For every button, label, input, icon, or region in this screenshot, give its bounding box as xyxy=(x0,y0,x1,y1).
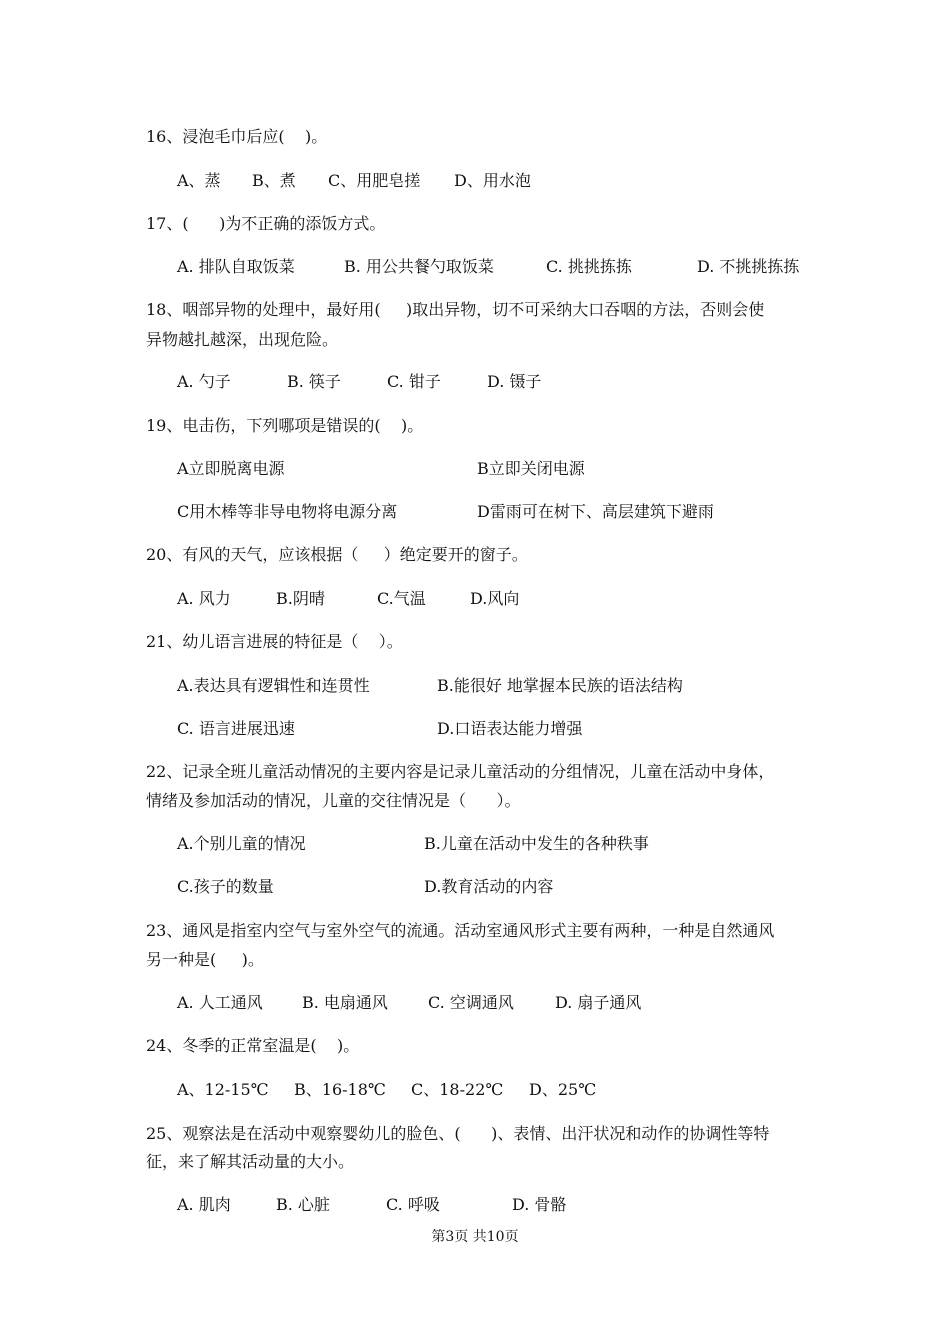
question-23-stem-line-2: 另一种是( )。 xyxy=(146,950,264,969)
question-19-stem: 19、电击伤，下列哪项是错误的( )。 xyxy=(146,416,424,435)
question-19-option-c: C用木棒等非导电物将电源分离 xyxy=(177,502,398,521)
question-18-option-d: D. 镊子 xyxy=(487,372,542,391)
question-23-stem-line-1: 23、通风是指室内空气与室外空气的流通。活动室通风形式主要有两种，一种是自然通风 xyxy=(146,921,775,940)
question-16-option-c: C、用肥皂搓 xyxy=(328,171,421,190)
question-25-stem-line-1: 25、观察法是在活动中观察婴幼儿的脸色、( )、表情、出汗状况和动作的协调性等特 xyxy=(146,1124,770,1143)
question-19-option-a: A立即脱离电源 xyxy=(177,459,285,478)
page-number-footer: 第3页 共10页 xyxy=(431,1229,519,1245)
question-20-option-b: B.阴晴 xyxy=(276,589,325,608)
question-23-option-d: D. 扇子通风 xyxy=(555,993,642,1012)
question-16-option-b: B、煮 xyxy=(252,171,296,190)
question-18-option-a: A. 勺子 xyxy=(177,372,231,391)
question-25-option-a: A. 肌肉 xyxy=(177,1195,231,1214)
question-22-options-row-2 xyxy=(0,877,950,957)
question-17-option-b: B. 用公共餐勺取饭菜 xyxy=(344,257,494,276)
question-20-option-a: A. 风力 xyxy=(177,589,231,608)
question-24-option-c: C、18-22℃ xyxy=(411,1080,504,1099)
question-19-option-d: D雷雨可在树下、高层建筑下避雨 xyxy=(477,502,714,521)
question-20-option-d: D.风向 xyxy=(470,589,520,608)
question-18-option-c: C. 钳子 xyxy=(387,372,441,391)
question-23-option-c: C. 空调通风 xyxy=(428,993,514,1012)
question-25-option-c: C. 呼吸 xyxy=(386,1195,440,1214)
question-18-stem-line-2: 异物越扎越深，出现危险。 xyxy=(146,330,339,349)
question-24-option-b: B、16-18℃ xyxy=(294,1080,386,1099)
question-24-option-d: D、25℃ xyxy=(529,1080,597,1099)
question-20-option-c: C.气温 xyxy=(377,589,426,608)
question-18-stem-line-1: 18、咽部异物的处理中，最好用( )取出异物，切不可采纳大口吞咽的方法，否则会使 xyxy=(146,300,765,319)
question-22-option-a: A.个别儿童的情况 xyxy=(177,834,306,853)
question-22-option-d: D.教育活动的内容 xyxy=(424,877,554,896)
question-22-option-b: B.儿童在活动中发生的各种秩事 xyxy=(424,834,649,853)
question-21-option-d: D.口语表达能力增强 xyxy=(437,719,583,738)
question-17-option-d: D. 不挑挑拣拣 xyxy=(697,257,800,276)
question-19-option-b: B立即关闭电源 xyxy=(477,459,585,478)
question-18-option-b: B. 筷子 xyxy=(287,372,341,391)
question-20-stem: 20、有风的天气，应该根据（ ）绝定要开的窗子。 xyxy=(146,545,528,564)
question-21-option-a: A.表达具有逻辑性和连贯性 xyxy=(177,676,370,695)
question-21-option-c: C. 语言进展迅速 xyxy=(177,719,295,738)
question-22-stem-line-1: 22、记录全班儿童活动情况的主要内容是记录儿童活动的分组情况，儿童在活动中身体， xyxy=(146,762,775,781)
question-17-option-c: C. 挑挑拣拣 xyxy=(546,257,632,276)
question-17-option-a: A. 排队自取饭菜 xyxy=(177,257,295,276)
question-19-options-row-2 xyxy=(0,502,950,582)
question-16-stem: 16、浸泡毛巾后应( )。 xyxy=(146,127,328,146)
question-23-option-a: A. 人工通风 xyxy=(177,993,263,1012)
question-21-option-b: B.能很好 地掌握本民族的语法结构 xyxy=(437,676,683,695)
question-25-options xyxy=(0,1195,950,1315)
question-21-stem: 21、幼儿语言进展的特征是（ ）。 xyxy=(146,632,403,651)
question-22-stem-line-2: 情绪及参加活动的情况，儿童的交往情况是（ ）。 xyxy=(146,791,521,810)
question-25-option-d: D. 骨骼 xyxy=(512,1195,567,1214)
question-21-options-row-2 xyxy=(0,719,950,799)
question-17-stem: 17、( )为不正确的添饭方式。 xyxy=(146,214,386,233)
question-16-option-d: D、用水泡 xyxy=(454,171,531,190)
question-23-option-b: B. 电扇通风 xyxy=(302,993,388,1012)
question-24-stem: 24、冬季的正常室温是( )。 xyxy=(146,1036,360,1055)
question-24-option-a: A、12-15℃ xyxy=(177,1080,269,1099)
question-25-option-b: B. 心脏 xyxy=(276,1195,330,1214)
question-16-option-a: A、蒸 xyxy=(177,171,221,190)
question-22-option-c: C.孩子的数量 xyxy=(177,877,274,896)
question-25-stem-line-2: 征，来了解其活动量的大小。 xyxy=(146,1152,355,1171)
